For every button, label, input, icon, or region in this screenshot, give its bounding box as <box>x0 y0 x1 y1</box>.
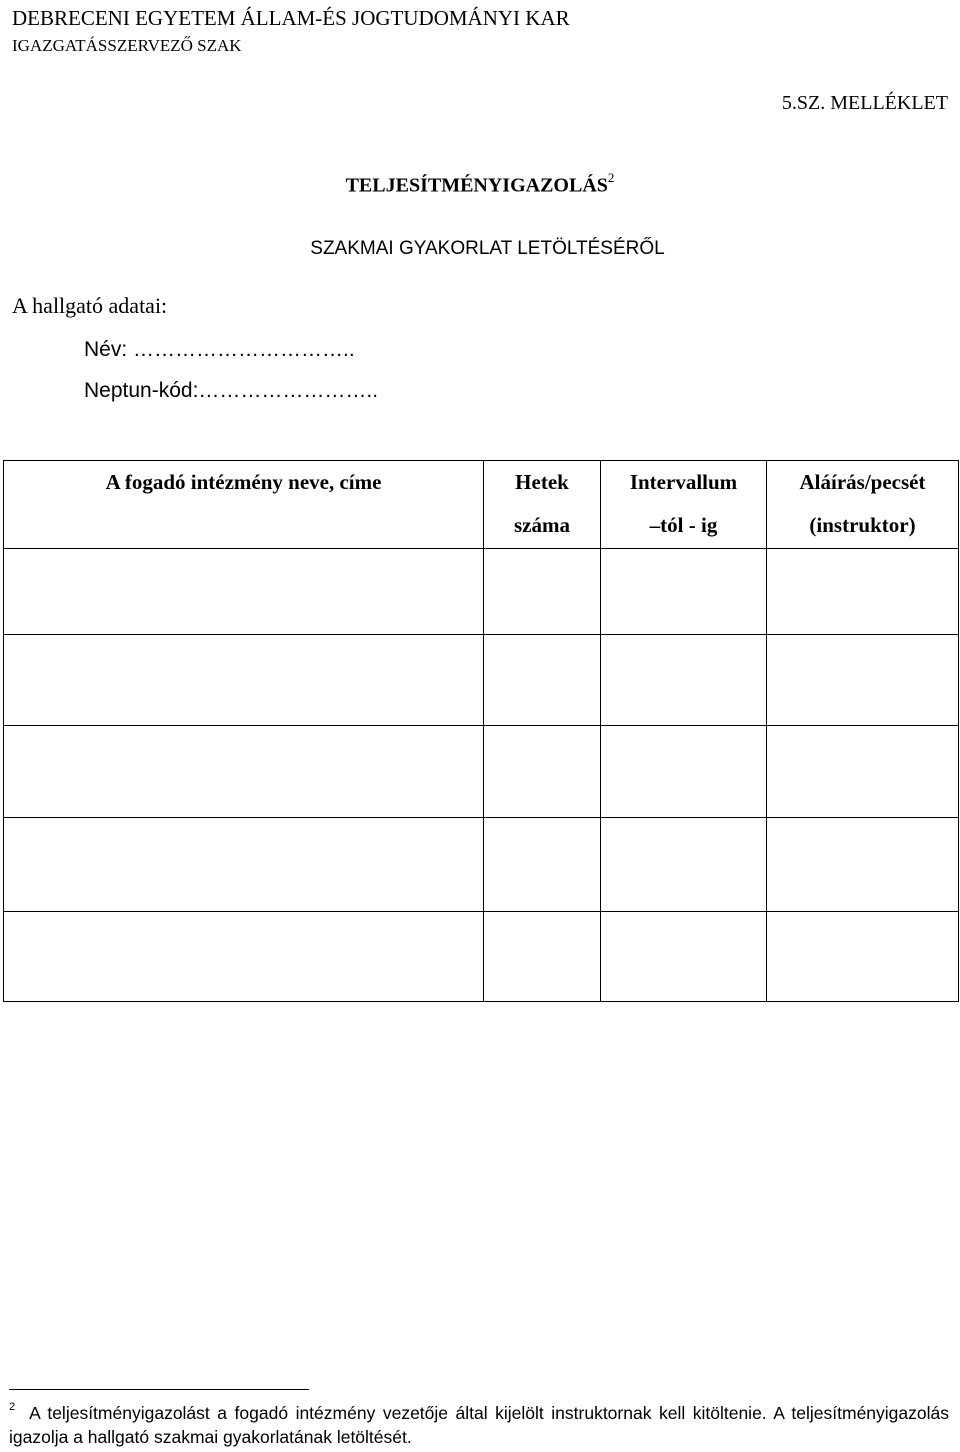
table-row <box>4 726 959 818</box>
institution-cell[interactable] <box>4 726 484 818</box>
document-title <box>0 172 960 198</box>
column-header-label: Intervallum <box>629 470 738 494</box>
footnote-text: A teljesítményigazolást a fogadó intézmény vezetője által kijelölt instruktornak kell kitöltenie. A teljesítményigazolás igazolja a hallgató szakmai gyakorlatának letöltését. <box>9 1402 949 1447</box>
table-row <box>4 818 959 912</box>
interval-cell[interactable] <box>601 818 767 912</box>
column-header-label: Hetek <box>515 470 569 494</box>
signature-cell[interactable] <box>767 549 959 635</box>
signature-cell[interactable] <box>767 818 959 912</box>
weeks-cell[interactable] <box>484 549 601 635</box>
column-header-institution <box>4 461 484 549</box>
name-field[interactable] <box>84 338 355 362</box>
weeks-cell[interactable] <box>484 818 601 912</box>
column-header-signature <box>767 461 959 549</box>
column-header-label: A fogadó intézmény neve, címe <box>105 470 382 494</box>
placement-table <box>3 460 959 1002</box>
footnote-separator <box>9 1389 309 1390</box>
institution-name: DEBRECENI EGYETEM ÁLLAM-ÉS JOGTUDOMÁNYI KAR <box>12 6 570 30</box>
institution-cell[interactable] <box>4 549 484 635</box>
document-title-text: TELJESÍTMÉNYIGAZOLÁS <box>345 174 608 197</box>
institution-cell[interactable] <box>4 818 484 912</box>
neptun-code-field-label: Neptun-kód:…………………….. <box>84 379 379 402</box>
signature-cell[interactable] <box>767 912 959 1002</box>
table-row <box>4 912 959 1002</box>
student-section-heading: A hallgató adatai: <box>12 293 168 318</box>
table-row <box>4 635 959 726</box>
signature-cell[interactable] <box>767 635 959 726</box>
weeks-cell[interactable] <box>484 726 601 818</box>
signature-cell[interactable] <box>767 726 959 818</box>
name-field-label: Név: ………………………….. <box>84 338 355 361</box>
footnote <box>9 1397 949 1449</box>
annex-label: 5.SZ. MELLÉKLET <box>781 92 948 114</box>
weeks-cell[interactable] <box>484 912 601 1002</box>
column-header-label: száma <box>514 513 570 537</box>
table-header-row <box>4 461 959 549</box>
column-header-weeks <box>484 461 601 549</box>
document-subtitle: SZAKMAI GYAKORLAT LETÖLTÉSÉRŐL <box>310 238 665 259</box>
interval-cell[interactable] <box>601 549 767 635</box>
neptun-code-field[interactable] <box>84 379 378 403</box>
interval-cell[interactable] <box>601 635 767 726</box>
column-header-interval <box>601 461 767 549</box>
column-header-label: –tól - ig <box>649 513 718 537</box>
column-header-label: Aláírás/pecsét <box>799 470 926 494</box>
footnote-reference: 2 <box>607 170 615 185</box>
column-header-label: (instruktor) <box>809 513 916 537</box>
footnote-number: 2 <box>9 1401 16 1413</box>
interval-cell[interactable] <box>601 912 767 1002</box>
institution-cell[interactable] <box>4 635 484 726</box>
program-name: IGAZGATÁSSZERVEZŐ SZAK <box>12 36 242 55</box>
interval-cell[interactable] <box>601 726 767 818</box>
table-row <box>4 549 959 635</box>
weeks-cell[interactable] <box>484 635 601 726</box>
institution-cell[interactable] <box>4 912 484 1002</box>
